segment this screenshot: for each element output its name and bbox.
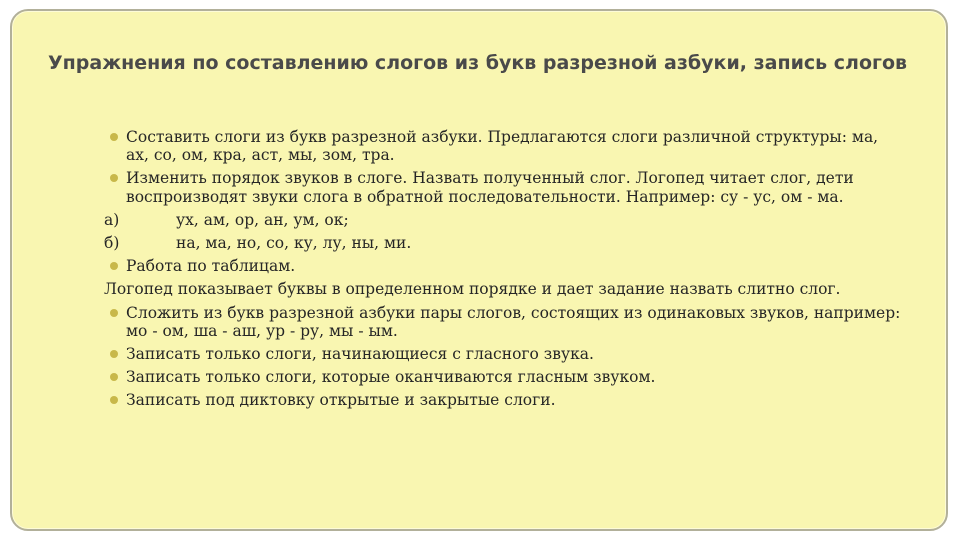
bullet-text: Составить слоги из букв разрезной азбуки. Предлагаются слоги различной структуры: ма, ах, со, ом, кра, аст, мы, зом, тра.: [126, 128, 879, 165]
bullet-item: [104, 368, 904, 386]
bullet-item: [104, 128, 904, 164]
bullet-text: Записать только слоги, которые оканчиваются гласным звуком.: [126, 368, 656, 387]
lettered-mark: а): [104, 210, 120, 229]
lettered-text: ух, ам, ор, ан, ум, ок;: [176, 210, 349, 229]
bullet-icon: [110, 396, 118, 404]
bullet-icon: [110, 350, 118, 358]
bullet-item: [104, 304, 904, 340]
lettered-text: на, ма, но, со, ку, лу, ны, ми.: [176, 234, 412, 253]
bullet-icon: [110, 373, 118, 381]
plain-paragraph: Логопед показывает буквы в определенном порядке и дает задание назвать слитно слог.: [104, 280, 841, 299]
lettered-item: [104, 211, 904, 229]
bullet-item: [104, 391, 904, 409]
bullet-icon: [110, 262, 118, 270]
bullet-item: [104, 169, 904, 205]
slide-title: Упражнения по составлению слогов из букв разрезной азбуки, запись слогов: [48, 52, 908, 74]
bullet-text: Работа по таблицам.: [126, 257, 296, 276]
lettered-item: [104, 234, 904, 252]
bullet-text: Сложить из букв разрезной азбуки пары слогов, состоящих из одинаковых звуков, например: мо - ом, ша - аш, ур - ру, мы - ым.: [126, 303, 901, 340]
lettered-mark: б): [104, 234, 120, 253]
slide: [10, 9, 948, 531]
bullet-text: Записать под диктовку открытые и закрытые слоги.: [126, 391, 556, 410]
bullet-text: Записать только слоги, начинающиеся с гласного звука.: [126, 345, 594, 364]
bullet-text: Изменить порядок звуков в слоге. Назвать полученный слог. Логопед читает слог, дети воспроизводят звуки слога в обратной последовательности. Например: су - ус, ом - ма.: [126, 169, 854, 206]
bullet-item: [104, 345, 904, 363]
slide-body: [104, 128, 904, 415]
bullet-icon: [110, 174, 118, 182]
bullet-icon: [110, 309, 118, 317]
bullet-item: [104, 257, 904, 275]
bullet-icon: [110, 133, 118, 141]
